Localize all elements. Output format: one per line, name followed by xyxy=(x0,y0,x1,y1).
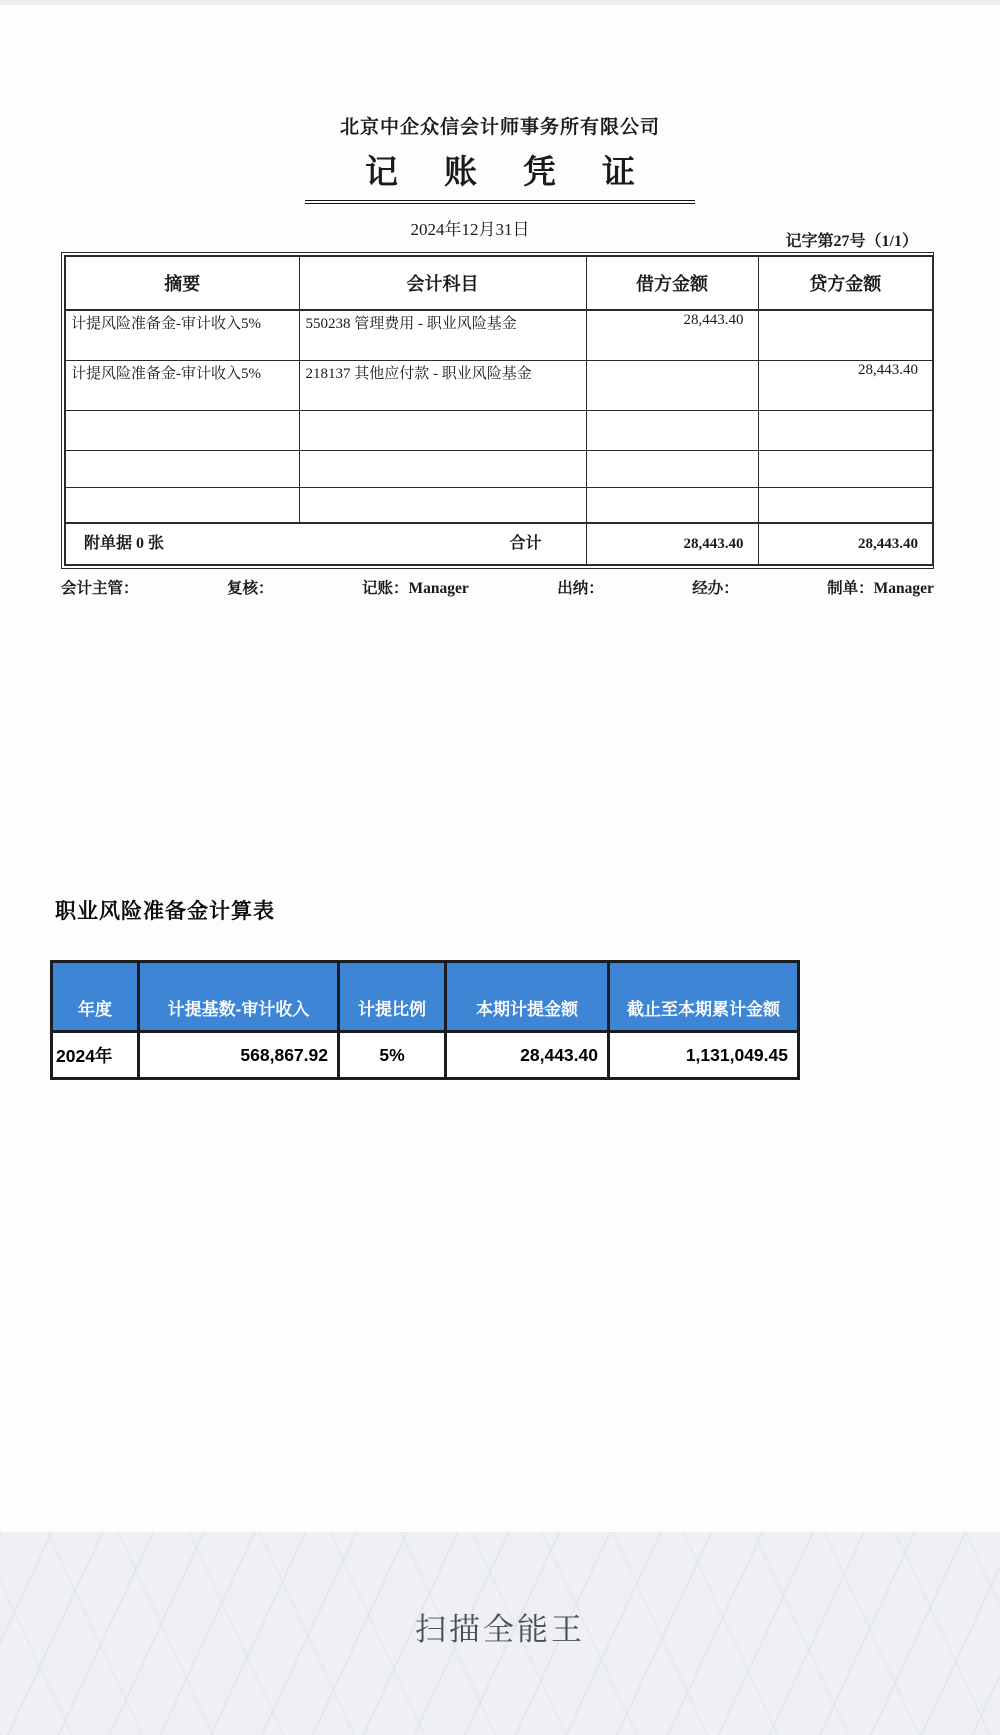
voucher-date: 2024年12月31日 xyxy=(410,220,530,239)
sign-handler: 经办： xyxy=(692,580,739,597)
company-name: 北京中企众信会计师事务所有限公司 xyxy=(339,117,660,138)
sign-reviewer: 复核： xyxy=(226,580,274,597)
header-summary: 摘要 xyxy=(65,256,299,310)
voucher-row-5 xyxy=(65,487,933,523)
scanner-watermark: 扫描全能王 xyxy=(415,1612,585,1647)
calc-table-title: 职业风险准备金计算表 xyxy=(55,900,275,923)
calc-header-base: 计提基数-审计收入 xyxy=(139,962,339,1032)
row2-summary: 计提风险准备金-审计收入5% xyxy=(65,360,299,410)
attachment-count: 附单据 0 张 xyxy=(84,535,165,552)
header-debit: 借方金额 xyxy=(586,256,758,310)
calc-header-year: 年度 xyxy=(52,962,139,1032)
voucher-title-wrap xyxy=(0,146,1000,204)
row3-account xyxy=(299,410,586,450)
calc-cumulative-amount: 1,131,049.45 xyxy=(609,1032,799,1079)
calc-base: 568,867.92 xyxy=(139,1032,339,1079)
total-left-cell xyxy=(65,523,586,565)
row1-account: 550238 管理费用 - 职业风险基金 xyxy=(299,310,586,360)
calc-current-amount: 28,443.40 xyxy=(446,1032,609,1079)
row5-credit xyxy=(758,487,933,523)
calc-header-row xyxy=(52,962,799,1032)
sign-preparer: 制单：Manager xyxy=(827,580,934,597)
voucher-table xyxy=(61,252,934,569)
voucher-title: 记账凭证 xyxy=(305,146,695,204)
row3-debit xyxy=(586,410,758,450)
voucher-total-row xyxy=(65,523,933,565)
row1-debit: 28,443.40 xyxy=(586,310,758,360)
calc-data-row xyxy=(52,1032,799,1079)
sign-bookkeeper: 记账：Manager xyxy=(361,580,469,597)
row5-debit xyxy=(586,487,758,523)
voucher-row-2 xyxy=(65,360,933,410)
total-label: 合计 xyxy=(509,535,542,552)
sign-accounting-supervisor: 会计主管： xyxy=(61,580,139,597)
row1-summary: 计提风险准备金-审计收入5% xyxy=(65,310,299,360)
calc-header-rate: 计提比例 xyxy=(339,962,446,1032)
row3-summary xyxy=(65,410,299,450)
row5-account xyxy=(299,487,586,523)
row2-account: 218137 其他应付款 - 职业风险基金 xyxy=(299,360,586,410)
row2-credit: 28,443.40 xyxy=(758,360,933,410)
sign-cashier: 出纳： xyxy=(557,580,604,597)
calc-rate: 5% xyxy=(339,1032,446,1079)
voucher-row-4 xyxy=(65,450,933,487)
header-account: 会计科目 xyxy=(299,256,586,310)
header-credit: 贷方金额 xyxy=(758,256,933,310)
row4-account xyxy=(299,450,586,487)
calc-year: 2024年 xyxy=(52,1032,139,1079)
row4-credit xyxy=(758,450,933,487)
total-credit: 28,443.40 xyxy=(758,523,933,565)
calc-header-current: 本期计提金额 xyxy=(446,962,609,1032)
scanner-footer-band xyxy=(0,1532,1000,1735)
row4-summary xyxy=(65,450,299,487)
voucher-row-1 xyxy=(65,310,933,360)
row2-debit xyxy=(586,360,758,410)
voucher-number: 记字第27号（1/1） xyxy=(785,233,918,250)
total-debit: 28,443.40 xyxy=(586,523,758,565)
row1-credit xyxy=(758,310,933,360)
voucher-table-header-row xyxy=(65,256,933,310)
signature-line xyxy=(61,576,934,598)
row3-credit xyxy=(758,410,933,450)
scan-top-edge xyxy=(0,0,1000,5)
row4-debit xyxy=(586,450,758,487)
row5-summary xyxy=(65,487,299,523)
calc-header-cumulative: 截止至本期累计金额 xyxy=(609,962,799,1032)
voucher-row-3 xyxy=(65,410,933,450)
calc-table xyxy=(50,960,800,1080)
